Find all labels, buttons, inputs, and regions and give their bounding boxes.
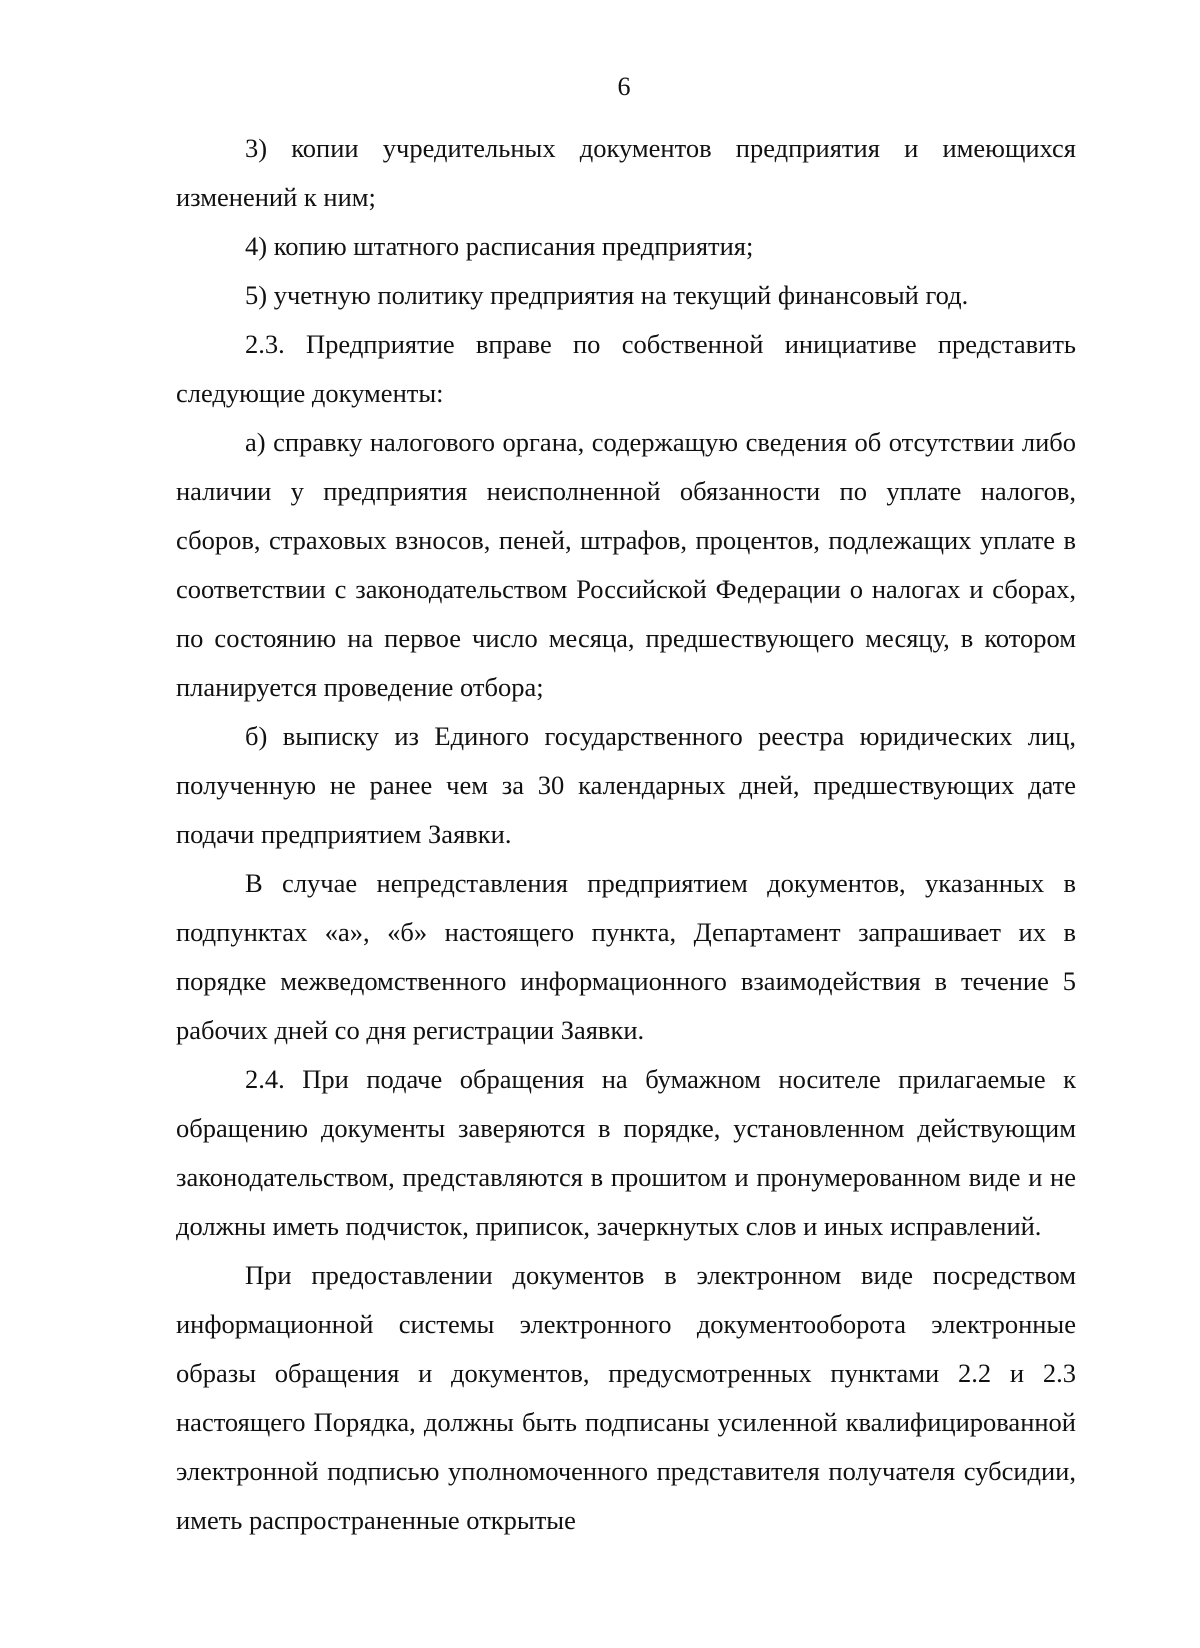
paragraph-electronic-submission: При предоставлении документов в электронном виде посредством информационной системы электронного документооборота электронные образы обращения и документов, предусмотренных пунктами 2.2 и 2.3 настоящего Порядка, должны быть подписаны усиленной квалифицированной электронной подписью уполномоченного представителя получателя субсидии, иметь распространенные открытые (176, 1260, 1076, 1535)
paragraph-item-4: 4) копию штатного расписания предприятия; (245, 231, 754, 261)
paragraph-subitem-a: а) справку налогового органа, содержащую сведения об отсутствии либо наличии у предприятия неисполненной обязанности по уплате налогов, сборов, страховых взносов, пеней, штрафов, процентов, подлежащих уплате в соответствии с законодательством Российской Федерации о налогах и сборах, по состоянию на первое число месяца, предшествующего месяцу, в котором планируется проведение отбора; (176, 427, 1076, 702)
document-body (176, 124, 1076, 1545)
paragraph-section-2-3: 2.3. Предприятие вправе по собственной инициативе представить следующие документы: (176, 329, 1076, 408)
paragraph-item-3: 3) копии учредительных документов предприятия и имеющихся изменений к ним; (176, 133, 1076, 212)
paragraph-subitem-b: б) выписку из Единого государственного реестра юридических лиц, полученную не ранее чем за 30 календарных дней, предшествующих дате подачи предприятием Заявки. (176, 721, 1076, 849)
page-number: 6 (617, 72, 631, 101)
paragraph-section-2-4: 2.4. При подаче обращения на бумажном носителе прилагаемые к обращению документы заверяются в порядке, установленном действующим законодательством, представляются в прошитом и пронумерованном виде и не должны иметь подчисток, приписок, зачеркнутых слов и иных исправлений. (176, 1064, 1076, 1241)
paragraph-item-5: 5) учетную политику предприятия на текущий финансовый год. (245, 280, 969, 310)
paragraph-non-submission: В случае непредставления предприятием документов, указанных в подпунктах «а», «б» настоящего пункта, Департамент запрашивает их в порядке межведомственного информационного взаимодействия в течение 5 рабочих дней со дня регистрации Заявки. (176, 868, 1076, 1045)
